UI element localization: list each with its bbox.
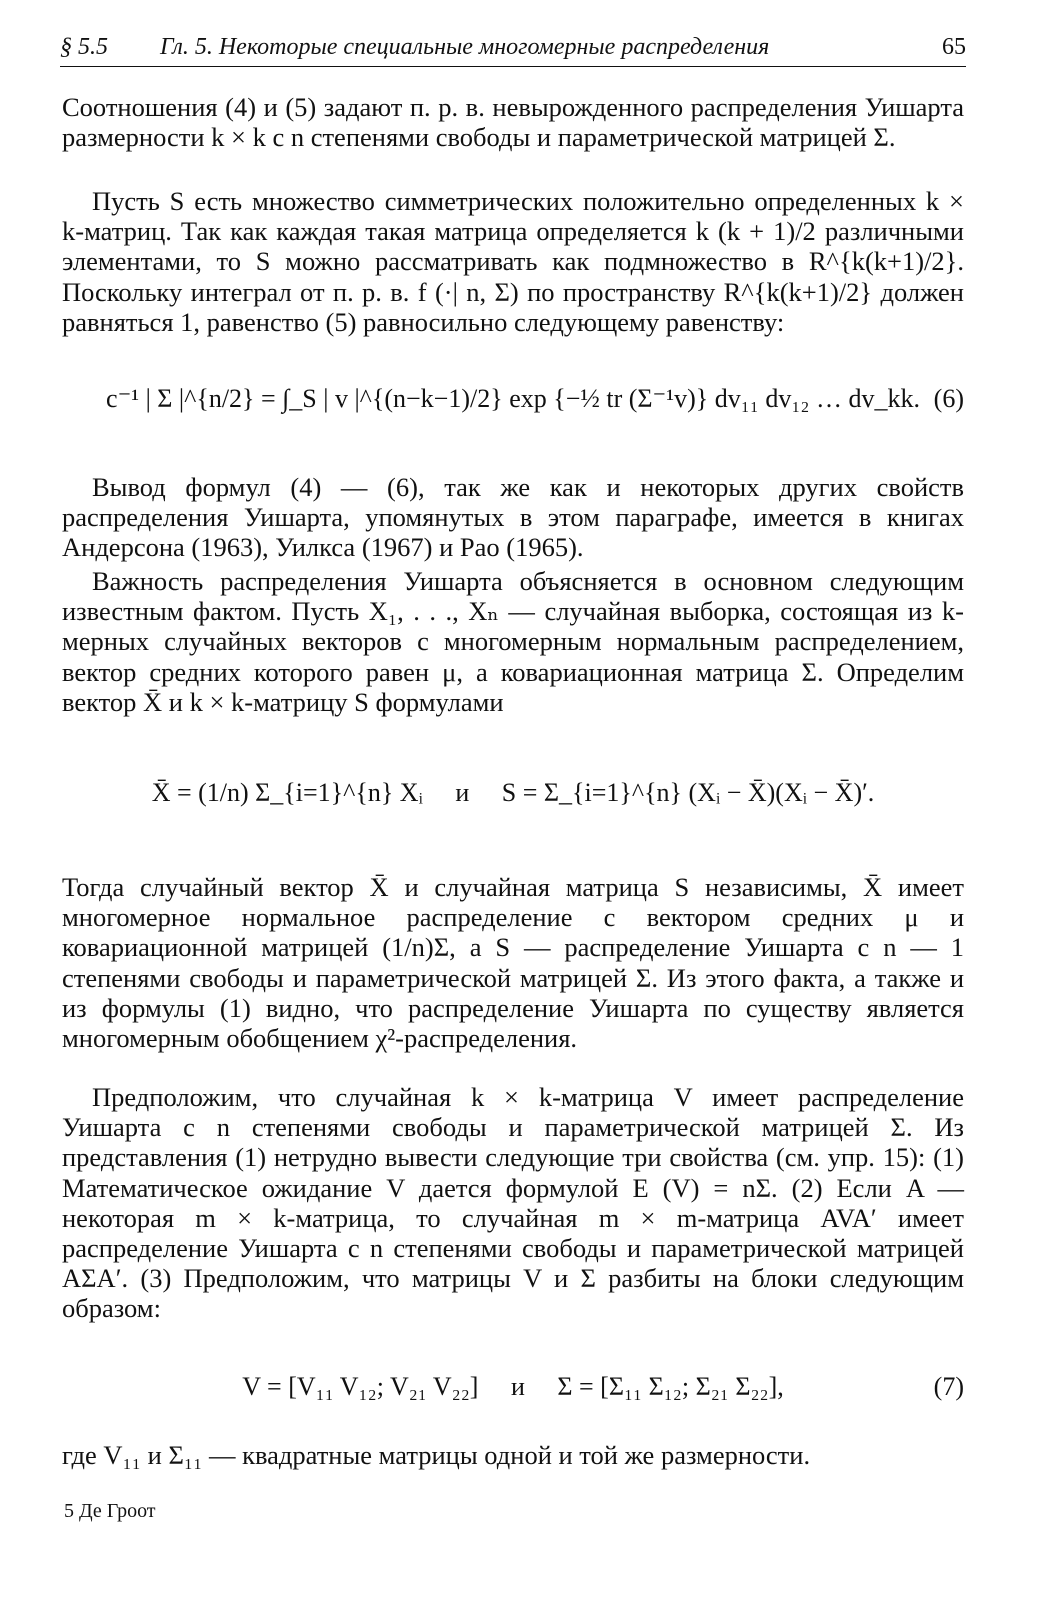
equation-6-number: (6) <box>933 384 964 413</box>
paragraph-7: где V₁₁ и Σ₁₁ — квадратные матрицы одной и той же размерности. <box>62 1440 811 1470</box>
equation-6-body: c⁻¹ | Σ |^{n/2} = ∫_S | v |^{(n−k−1)/2} exp {−½ tr (Σ⁻¹v)} dv₁₁ dv₁₂ … dv_kk. <box>106 384 920 413</box>
paragraph-1: Соотношения (4) и (5) задают п. р. в. невырожденного распределения Уишарта размерности k × k с n степенями свободы и параметрической матрицей Σ. <box>62 92 964 153</box>
running-header <box>60 32 966 67</box>
paragraph-4: Важность распределения Уишарта объясняется в основном следующим известным фактом. Пусть X₁, . . ., Xₙ — случайная выборка, состоящая из k-мерных случайных векторов с многомерным нормальным распределением, вектор средних которого равен μ, а ковариационная матрица Σ. Определим вектор X̄ и k × k-матрицу S формулами <box>62 566 964 717</box>
equation-7 <box>62 1372 964 1402</box>
paragraph-6: Предположим, что случайная k × k-матрица V имеет распределение Уишарта с n степенями свободы и параметрической матрицей Σ. Из представления (1) нетрудно вывести следующие три свойства (см. упр. 15): (1) Математическое ожидание V дается формулой E (V) = nΣ. (2) Если A — некоторая m × k-матрица, то случайная m × m-матрица AVA′ имеет распределение Уишарта с n степенями свободы и параметрической матрицей AΣA′. (3) Предположим, что матрицы V и Σ разбиты на блоки следующим образом: <box>62 1082 964 1324</box>
equation-xbar-s <box>62 778 964 808</box>
section-number: § 5.5 <box>60 34 108 60</box>
printer-signature: 5 Де Гроот <box>64 1500 156 1522</box>
paragraph-3: Вывод формул (4) — (6), так же как и некоторых других свойств распределения Уишарта, упомянутых в этом параграфе, имеется в книгах Андерсона (1963), Уилкса (1967) и Рао (1965). <box>62 472 964 563</box>
equation-7-sigma: Σ = [Σ₁₁ Σ₁₂; Σ₂₁ Σ₂₂], <box>557 1372 784 1401</box>
equation-7-conjunction: и <box>510 1372 525 1401</box>
equation-conjunction: и <box>455 778 470 807</box>
equation-s: S = Σ_{i=1}^{n} (Xᵢ − X̄)(Xᵢ − X̄)′. <box>501 778 875 807</box>
page-number: 65 <box>942 34 966 60</box>
chapter-title: Гл. 5. Некоторые специальные многомерные распределения <box>160 34 770 60</box>
equation-xbar: X̄ = (1/n) Σ_{i=1}^{n} Xᵢ <box>151 778 423 807</box>
equation-7-number: (7) <box>933 1372 964 1401</box>
paragraph-5: Тогда случайный вектор X̄ и случайная матрица S независимы, X̄ имеет многомерное нормальное распределение с вектором средних μ и ковариационной матрицей (1/n)Σ, а S — распределение Уишарта с n — 1 степенями свободы и параметрической матрицей Σ. Из этого факта, а также и из формулы (1) видно, что распределение Уишарта по существу является многомерным обобщением χ²-распределения. <box>62 872 964 1054</box>
equation-6 <box>62 384 964 414</box>
equation-7-v: V = [V₁₁ V₁₂; V₂₁ V₂₂] <box>242 1372 479 1401</box>
paragraph-2: Пусть S есть множество симметрических положительно определенных k × k-матриц. Так как каждая такая матрица определяется k (k + 1)/2 различными элементами, то S можно рассматривать как подмножество в R^{k(k+1)/2}. Поскольку интеграл от п. р. в. f (·| n, Σ) по пространству R^{k(k+1)/2} должен равняться 1, равенство (5) равносильно следующему равенству: <box>62 186 964 337</box>
